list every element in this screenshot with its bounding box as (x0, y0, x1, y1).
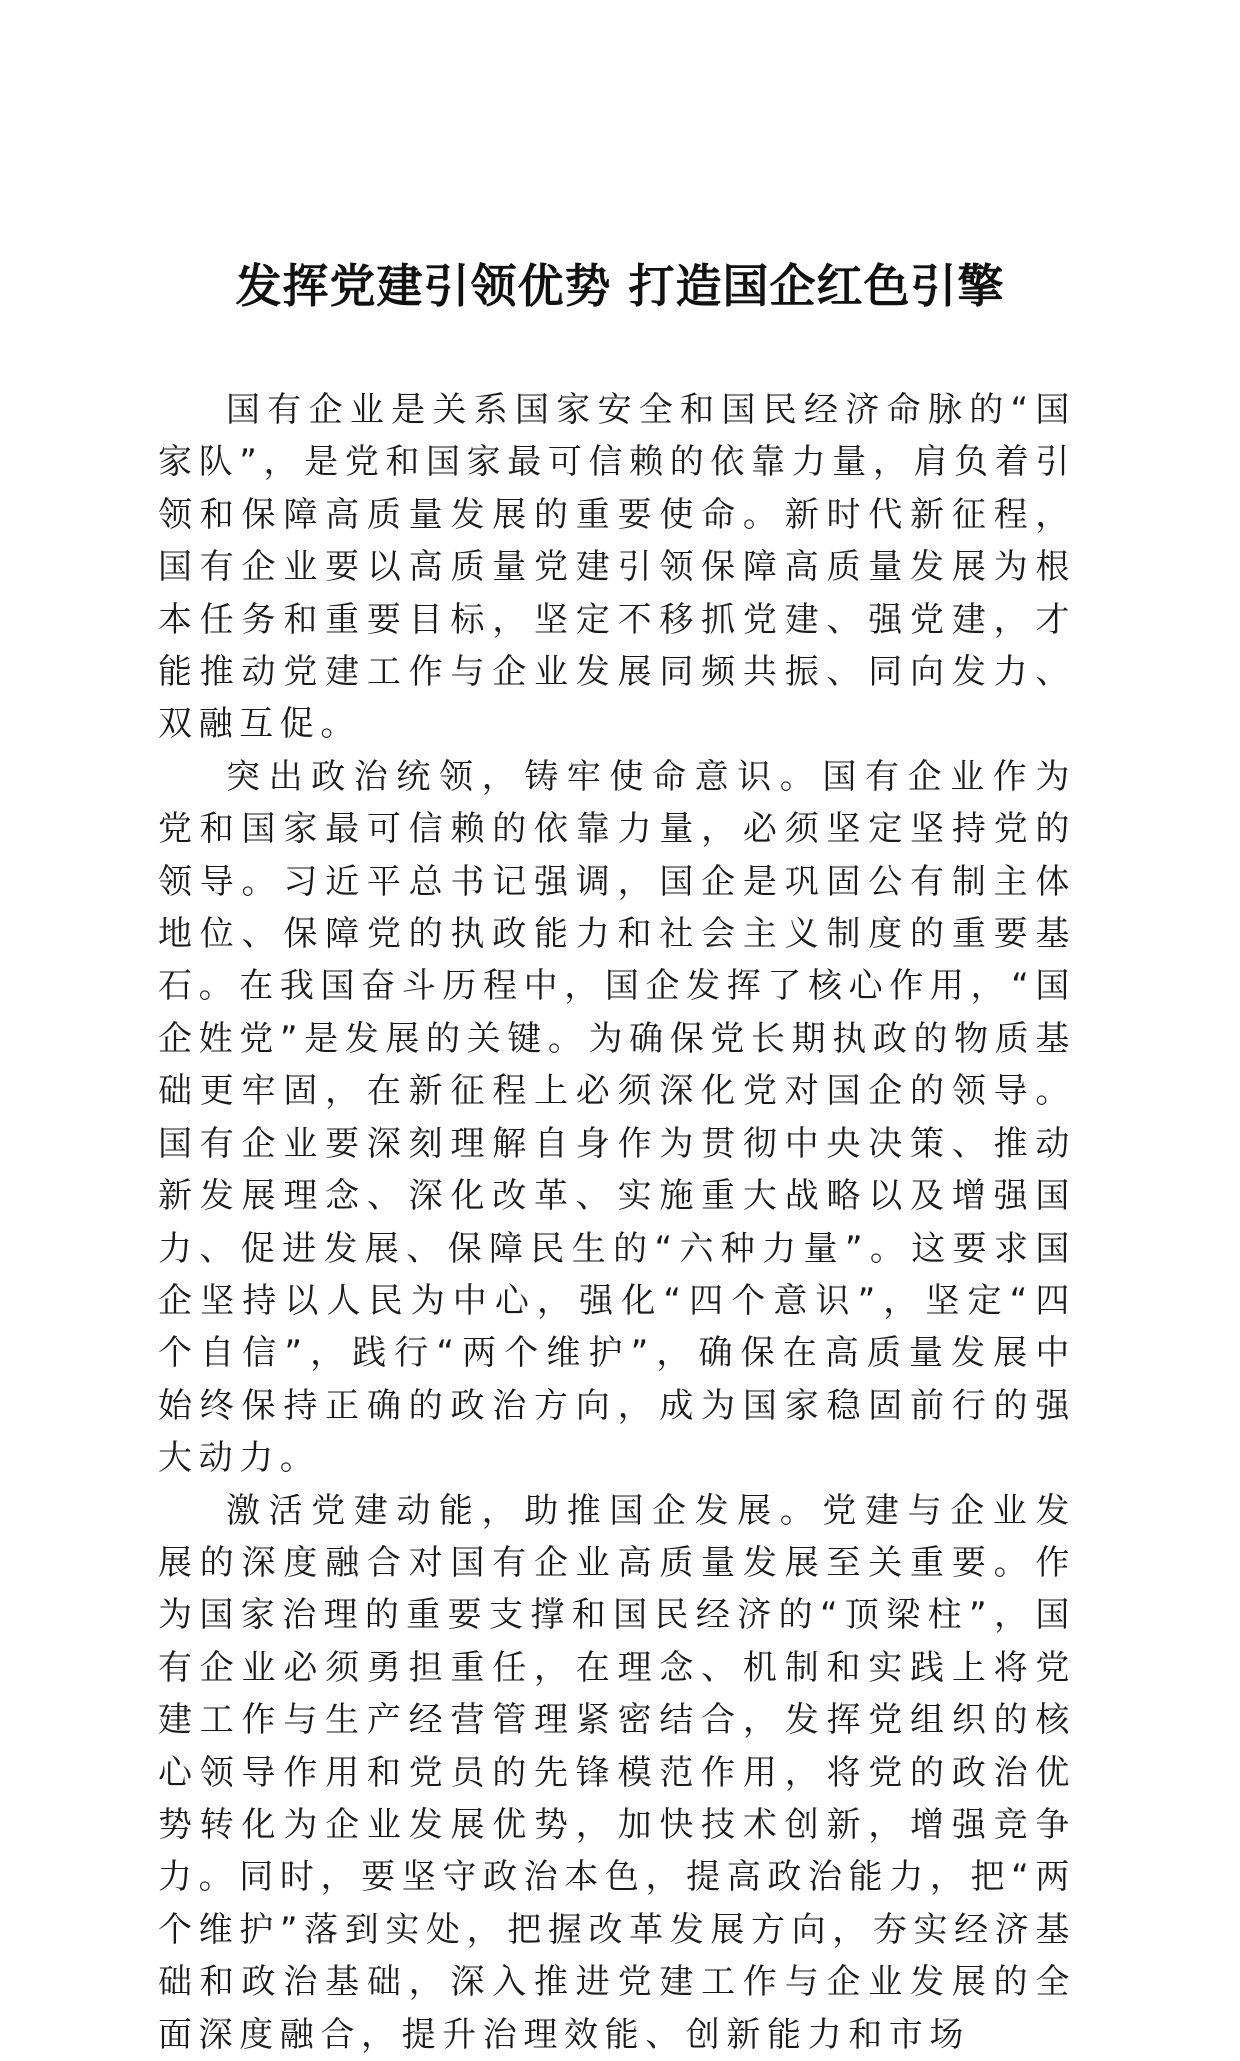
document-body (158, 384, 1076, 2061)
paragraph-political-leadership: 突出政治统领，铸牢使命意识。国有企业作为党和国家最可信赖的依靠力量，必须坚定坚持党的领导。习近平总书记强调，国企是巩固公有制主体地位、保障党的执政能力和社会主义制度的重要基石。在我国奋斗历程中，国企发挥了核心作用，“国企姓党”是发展的关键。为确保党长期执政的物质基础更牢固，在新征程上必须深化党对国企的领导。国有企业要深刻理解自身作为贯彻中央决策、推动新发展理念、深化改革、实施重大战略以及增强国力、促进发展、保障民生的“六种力量”。这要求国企坚持以人民为中心，强化“四个意识”，坚定“四个自信”，践行“两个维护”，确保在高质量发展中始终保持正确的政治方向，成为国家稳固前行的强大动力。 (158, 756, 1076, 1479)
paragraph-intro: 国有企业是关系国家安全和国民经济命脉的“国家队”，是党和国家最可信赖的依靠力量，肩负着引领和保障高质量发展的重要使命。新时代新征程，国有企业要以高质量党建引领保障高质量发展为根本任务和重要目标，坚定不移抓党建、强党建，才能推动党建工作与企业发展同频共振、同向发力、双融互促。 (158, 390, 1076, 745)
paragraph-party-building-momentum: 激活党建动能，助推国企发展。党建与企业发展的深度融合对国有企业高质量发展至关重要。作为国家治理的重要支撑和国民经济的“顶梁柱”，国有企业必须勇担重任，在理念、机制和实践上将党建工作与生产经营管理紧密结合，发挥党组织的核心领导作用和党员的先锋模范作用，将党的政治优势转化为企业发展优势，加快技术创新，增强竞争力。同时，要坚守政治本色，提高政治能力，把“两个维护”落到实处，把握改革发展方向，夯实经济基础和政治基础，深入推进党建工作与企业发展的全面深度融合，提升治理效能、创新能力和市场 (158, 1490, 1076, 2055)
document-title: 发挥党建引领优势 打造国企红色引擎 (235, 259, 1005, 313)
